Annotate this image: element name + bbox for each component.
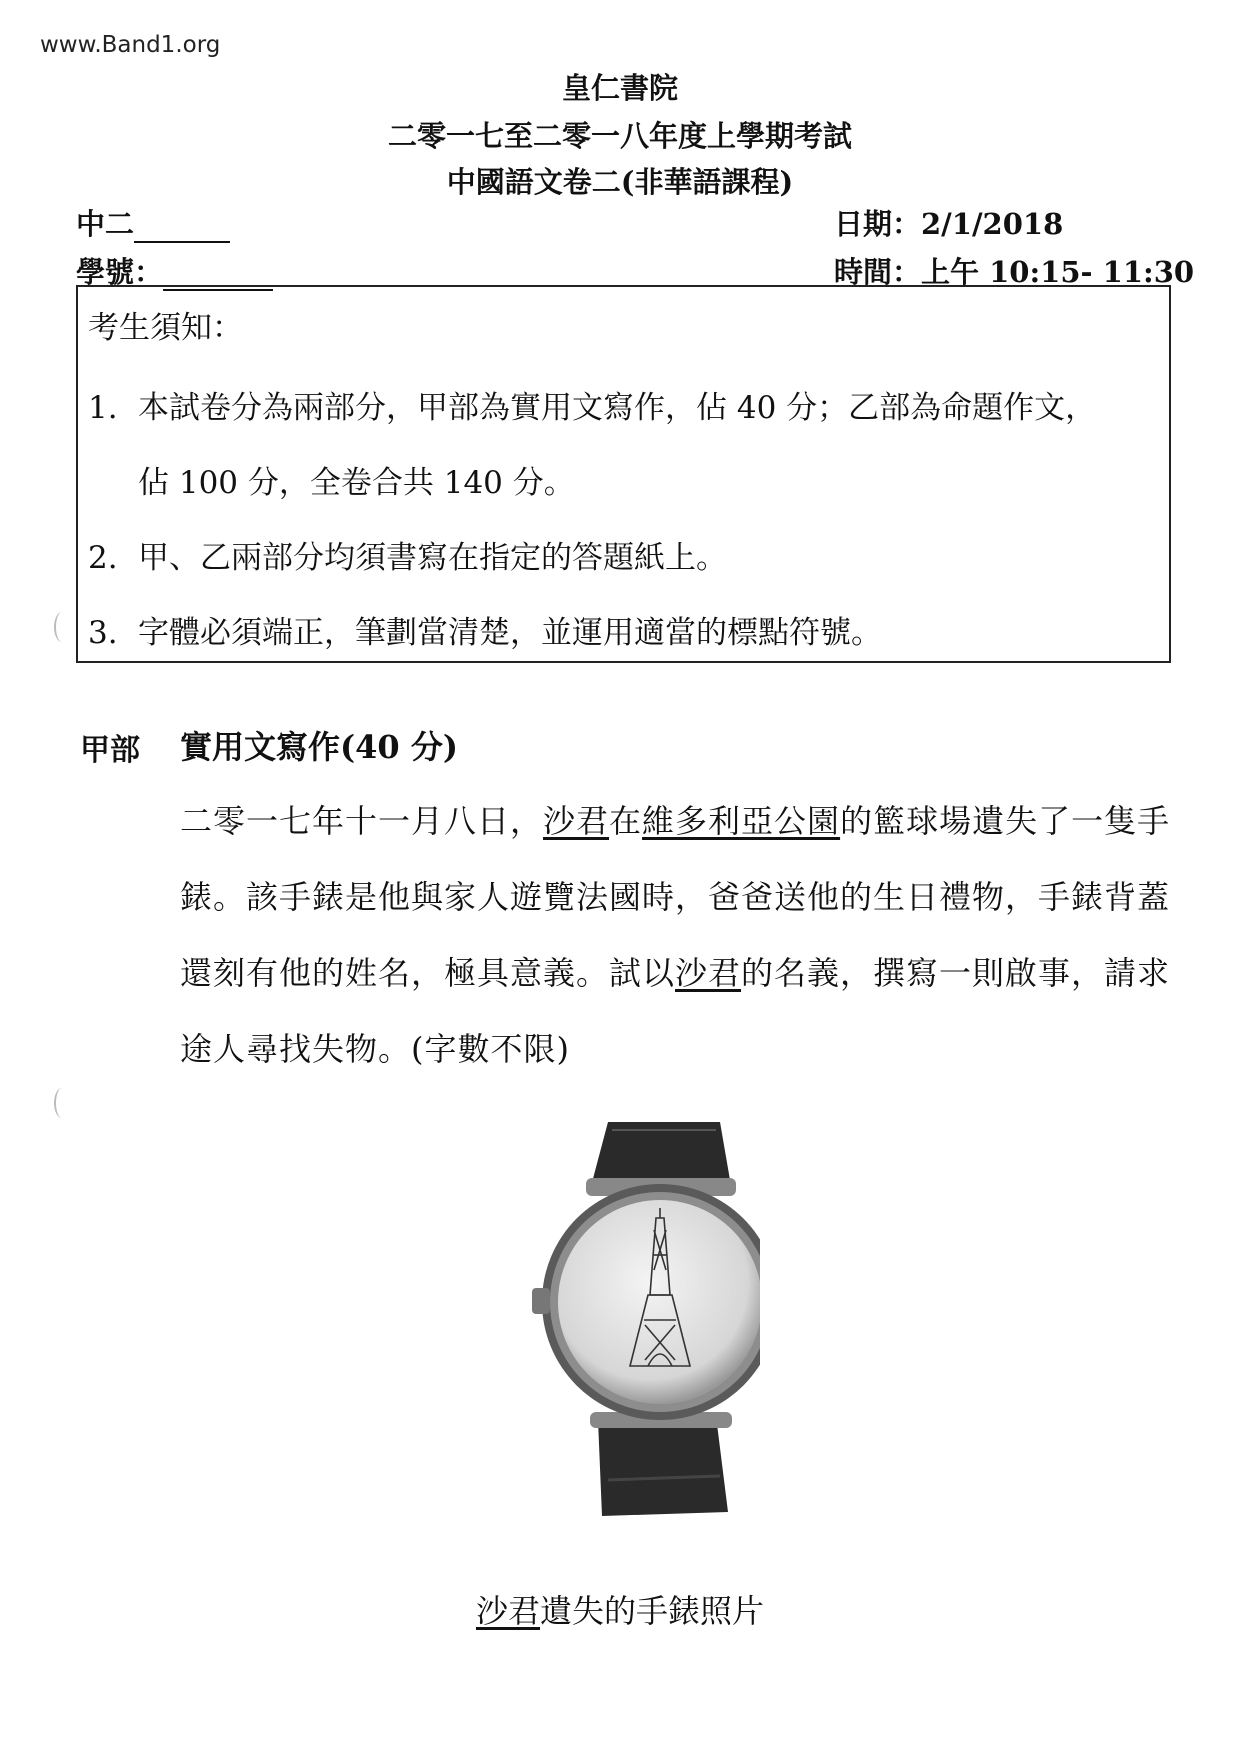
watermark-url: www.Band1.org xyxy=(40,32,221,58)
question-text: 二零一七年十一月八日， xyxy=(180,802,544,840)
school-name: 皇仁書院 xyxy=(561,71,678,105)
instruction-number: 2. xyxy=(88,540,118,576)
instruction-number: 1. xyxy=(88,390,118,426)
place-name: 維多利亞公園 xyxy=(642,802,841,840)
exam-title: 二零一七至二零一八年度上學期考試 xyxy=(387,119,852,153)
instruction-text: 字體必須端正，筆劃當清楚，並運用適當的標點符號。 xyxy=(138,615,882,651)
question-text: 的籃球場遺失了一隻手 xyxy=(840,802,1171,840)
scan-mark xyxy=(54,1088,70,1118)
class-field xyxy=(76,202,230,243)
watch-back-plate xyxy=(558,1200,760,1404)
caption-text: 遺失的手錶照片 xyxy=(540,1592,765,1630)
class-label: 中二 xyxy=(76,207,135,241)
exam-time: 時間：上午 10:15- 11:30 xyxy=(834,255,1195,289)
question-line-4: 途人尋找失物。(字數不限) xyxy=(180,1030,570,1068)
question-line-1 xyxy=(180,796,1185,842)
instruction-item-1-cont: 佔 100 分，全卷合共 140 分。 xyxy=(138,465,575,501)
question-line-3 xyxy=(180,948,1185,994)
exam-date: 日期：2/1/2018 xyxy=(834,207,1064,241)
watch-photo xyxy=(520,1120,760,1520)
paper-title: 中國語文卷二(非華語課程) xyxy=(446,165,794,199)
instruction-item-2 xyxy=(88,532,727,577)
instruction-item-3 xyxy=(88,607,882,652)
class-blank xyxy=(134,215,230,243)
scan-mark xyxy=(54,612,70,642)
instruction-text: 甲、乙兩部分均須書寫在指定的答題紙上。 xyxy=(138,540,727,576)
section-label: 甲部 xyxy=(80,733,140,768)
question-text: 的名義，撰寫一則啟事，請求 xyxy=(741,954,1171,992)
instruction-number: 3. xyxy=(88,615,118,651)
question-text: 在 xyxy=(609,802,643,840)
person-name: 沙君 xyxy=(675,954,742,992)
person-name: 沙君 xyxy=(543,802,610,840)
caption-name: 沙君 xyxy=(475,1592,540,1630)
instructions-title: 考生須知： xyxy=(88,310,243,346)
question-text: 還刻有他的姓名，極具意義。試以 xyxy=(180,954,676,992)
photo-caption xyxy=(0,1586,1240,1632)
question-line-2: 錶。該手錶是他與家人遊覽法國時，爸爸送他的生日禮物，手錶背蓋 xyxy=(180,878,1171,916)
instruction-item-1 xyxy=(88,382,1096,427)
watch-crown xyxy=(532,1288,550,1314)
student-no-label: 學號： xyxy=(76,255,164,289)
section-title: 實用文寫作(40 分) xyxy=(180,728,458,766)
watch-strap-bottom xyxy=(598,1416,728,1516)
instruction-text: 本試卷分為兩部分，甲部為實用文寫作，佔 40 分；乙部為命題作文， xyxy=(138,390,1097,426)
